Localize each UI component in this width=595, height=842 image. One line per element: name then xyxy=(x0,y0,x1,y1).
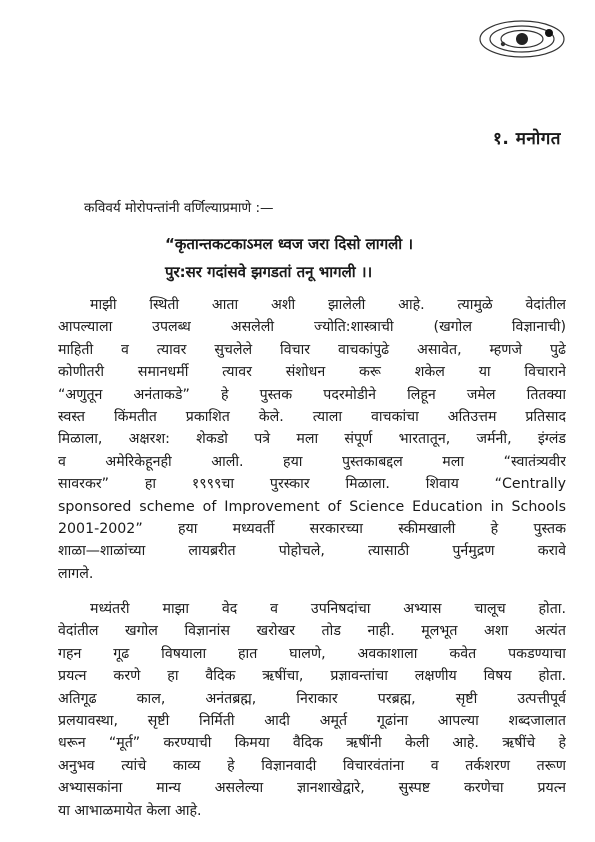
paragraph-line: मध्यंतरी माझा वेद व उपनिषदांचा अभ्यास चालूच होता. xyxy=(90,601,566,617)
paragraph-line: कोणीतरी समानधर्मी त्यावर संशोधन करू शकेल या विचाराने xyxy=(58,364,566,381)
paragraph-1 xyxy=(58,294,566,585)
paragraph-line: माझी स्थिती आता अशी झालेली आहे. त्यामुळे वेदांतील xyxy=(90,297,566,313)
paragraph-line: धरून “मूर्त” करण्याची किमया वैदिक ऋषींनी केली आहे. ऋषींचे हे xyxy=(58,735,566,752)
orbit-logo-icon xyxy=(476,14,568,64)
paragraph-line: मिळाला, अक्षरश: शेकडो पत्रे मला संपूर्ण भारतातून, जर्मनी, इंग्लंड xyxy=(58,431,566,448)
paragraph-line: अभ्यासकांना मान्य असलेल्या ज्ञानशाखेद्वारे, सुस्पष्ट करणेचा प्रयत्न xyxy=(58,780,566,797)
paragraph-line: “अणुतून अनंताकडे” हे पुस्तक पदरमोडीने लिहून जमेल तितक्या xyxy=(58,386,566,403)
paragraph-2 xyxy=(58,598,566,822)
paragraph-line: प्रलयावस्था, सृष्टी निर्मिती आदी अमूर्त गूढांना आपल्या शब्दजालात xyxy=(58,713,566,730)
paragraph-line: आपल्याला उपलब्ध असलेली ज्योति:शास्त्राची (खगोल विज्ञानाची) xyxy=(58,319,566,336)
paragraph-line: प्रयत्न करणे हा वैदिक ऋषींचा, प्रज्ञावन्तांचा लक्षणीय विषय होता. xyxy=(58,668,566,685)
paragraph-line: sponsored scheme of Improvement of Science Education in Schools xyxy=(58,498,566,515)
paragraph-line: या आभाळमायेत केला आहे. xyxy=(58,802,202,819)
verse-line: “कृतान्तकटकाऽमल ध्वज जरा दिसो लागली । xyxy=(165,235,414,253)
paragraph-line: शाळा—शाळांच्या लायब्ररीत पोहोचले, त्यासाठी पुर्नमुद्रण करावे xyxy=(58,543,566,560)
verse-block xyxy=(165,230,413,286)
paragraph-line: व अमेरिकेहूनही आली. हया पुस्तकाबद्दल मला “स्वातंत्र्यवीर xyxy=(58,453,566,470)
paragraph-line: अतिगूढ काल, अनंतब्रह्म, निराकार परब्रह्म, सृष्टी उत्पत्तीपूर्व xyxy=(58,690,566,707)
paragraph-line: 2001-2002” हया मध्यवर्ती सरकारच्या स्कीमखाली हे पुस्तक xyxy=(58,521,566,538)
paragraph-line: लागले. xyxy=(58,565,94,582)
verse-line: पुर:सर गदांसवे झगडतां तनू भागली ।। xyxy=(165,263,373,281)
paragraph-line: माहिती व त्यावर सुचलेले विचार वाचकांपुढे असावेत, म्हणजे पुढे xyxy=(58,341,566,358)
paragraph-line: अनुभव त्यांचे काव्य हे विज्ञानवादी विचारवंतांना व तर्कशरण तरूण xyxy=(58,757,566,774)
chapter-title: १. मनोगत xyxy=(493,129,561,149)
paragraph-line: वेदांतील खगोल विज्ञानांस खरोखर तोड नाही. मूलभूत अशा अत्यंत xyxy=(58,623,566,640)
paragraph-line: गहन गूढ विषयाला हात घालणे, अवकाशाला कवेत पकडण्याचा xyxy=(58,645,566,662)
intro-line: कविवर्य मोरोपन्तांनी वर्णिल्याप्रमाणे :— xyxy=(84,200,274,216)
paragraph-line: स्वस्त किंमतीत प्रकाशित केले. त्याला वाचकांचा अतिउत्तम प्रतिसाद xyxy=(58,409,566,426)
paragraph-line: सावरकर” हा १९९९चा पुरस्कार मिळाला. शिवाय “Centrally xyxy=(58,476,566,493)
